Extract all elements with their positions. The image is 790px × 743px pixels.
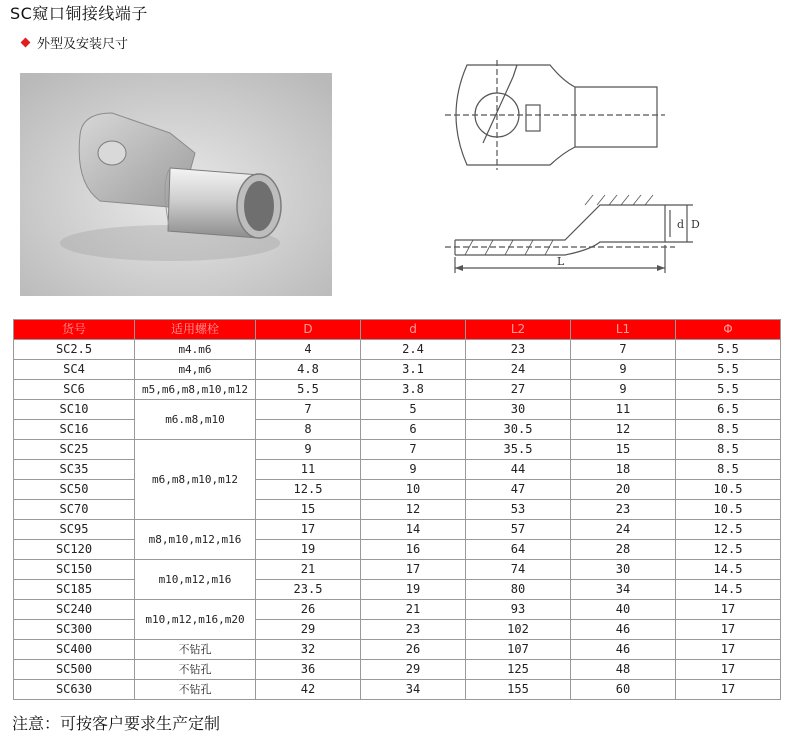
- cell-bolt: m6,m8,m10,m12: [135, 440, 256, 520]
- cell-phi: 6.5: [676, 400, 781, 420]
- cell-phi: 5.5: [676, 340, 781, 360]
- cell-phi: 12.5: [676, 540, 781, 560]
- cell-L2: 102: [466, 620, 571, 640]
- cell-bolt: 不钻孔: [135, 680, 256, 700]
- cell-bolt: m10,m12,m16: [135, 560, 256, 600]
- cell-L2: 64: [466, 540, 571, 560]
- table-row: [14, 380, 781, 400]
- cell-phi: 14.5: [676, 580, 781, 600]
- cell-model: SC70: [14, 500, 135, 520]
- cell-model: SC35: [14, 460, 135, 480]
- cell-L1: 9: [571, 380, 676, 400]
- table-row: [14, 540, 781, 560]
- table-row: [14, 640, 781, 660]
- cell-L2: 80: [466, 580, 571, 600]
- cell-D: 23.5: [256, 580, 361, 600]
- cell-phi: 8.5: [676, 420, 781, 440]
- cell-bolt: m4,m6: [135, 360, 256, 380]
- cell-L1: 34: [571, 580, 676, 600]
- table-row: [14, 420, 781, 440]
- dim-label-D: D: [691, 218, 700, 231]
- cell-bolt: m5,m6,m8,m10,m12: [135, 380, 256, 400]
- header-model: 货号: [14, 320, 135, 340]
- cell-model: SC120: [14, 540, 135, 560]
- cell-phi: 17: [676, 640, 781, 660]
- cell-d: 29: [361, 660, 466, 680]
- cell-L1: 46: [571, 620, 676, 640]
- section-heading-text: 外型及安装尺寸: [37, 37, 129, 52]
- cell-d: 21: [361, 600, 466, 620]
- cell-d: 17: [361, 560, 466, 580]
- cell-D: 36: [256, 660, 361, 680]
- page-title: SC窥口铜接线端子: [10, 4, 148, 23]
- header-d: d: [361, 320, 466, 340]
- cell-D: 29: [256, 620, 361, 640]
- cell-L1: 15: [571, 440, 676, 460]
- cell-d: 14: [361, 520, 466, 540]
- cell-phi: 10.5: [676, 500, 781, 520]
- section-heading: [22, 33, 128, 52]
- cell-d: 9: [361, 460, 466, 480]
- cell-d: 19: [361, 580, 466, 600]
- table-row: [14, 500, 781, 520]
- cell-L1: 7: [571, 340, 676, 360]
- cell-phi: 5.5: [676, 360, 781, 380]
- table-header-row: [14, 320, 781, 340]
- cell-L2: 93: [466, 600, 571, 620]
- cell-model: SC2.5: [14, 340, 135, 360]
- dim-label-d: d: [677, 218, 685, 231]
- cell-L2: 27: [466, 380, 571, 400]
- table-row: [14, 340, 781, 360]
- cell-L1: 30: [571, 560, 676, 580]
- table-row: [14, 400, 781, 420]
- cell-phi: 10.5: [676, 480, 781, 500]
- diamond-bullet-icon: [21, 38, 31, 48]
- cell-phi: 12.5: [676, 520, 781, 540]
- cell-D: 15: [256, 500, 361, 520]
- cell-L1: 23: [571, 500, 676, 520]
- cell-D: 4: [256, 340, 361, 360]
- cell-L2: 74: [466, 560, 571, 580]
- cell-d: 23: [361, 620, 466, 640]
- table-row: [14, 460, 781, 480]
- cell-model: SC4: [14, 360, 135, 380]
- cell-bolt: m8,m10,m12,m16: [135, 520, 256, 560]
- cell-d: 3.1: [361, 360, 466, 380]
- cell-L2: 30: [466, 400, 571, 420]
- cell-d: 6: [361, 420, 466, 440]
- cell-phi: 8.5: [676, 460, 781, 480]
- cell-phi: 17: [676, 620, 781, 640]
- header-bolt: 适用螺栓: [135, 320, 256, 340]
- cell-L2: 125: [466, 660, 571, 680]
- cell-L2: 107: [466, 640, 571, 660]
- cell-L2: 23: [466, 340, 571, 360]
- cell-d: 34: [361, 680, 466, 700]
- cell-L1: 60: [571, 680, 676, 700]
- cell-L2: 24: [466, 360, 571, 380]
- product-photo: [20, 73, 332, 296]
- header-L1: L1: [571, 320, 676, 340]
- cell-model: SC400: [14, 640, 135, 660]
- cell-model: SC10: [14, 400, 135, 420]
- header-L2: L2: [466, 320, 571, 340]
- cell-phi: 17: [676, 600, 781, 620]
- cell-D: 26: [256, 600, 361, 620]
- dim-label-L: L: [557, 255, 565, 268]
- cell-model: SC50: [14, 480, 135, 500]
- cell-d: 10: [361, 480, 466, 500]
- cell-L1: 18: [571, 460, 676, 480]
- cell-d: 5: [361, 400, 466, 420]
- spec-table: [13, 319, 781, 700]
- cell-bolt: m10,m12,m16,m20: [135, 600, 256, 640]
- cell-L1: 12: [571, 420, 676, 440]
- cell-model: SC6: [14, 380, 135, 400]
- cell-d: 3.8: [361, 380, 466, 400]
- cell-model: SC500: [14, 660, 135, 680]
- table-row: [14, 580, 781, 600]
- cell-d: 2.4: [361, 340, 466, 360]
- cell-d: 26: [361, 640, 466, 660]
- cell-D: 7: [256, 400, 361, 420]
- table-row: [14, 560, 781, 580]
- cell-bolt: 不钻孔: [135, 660, 256, 680]
- cell-d: 7: [361, 440, 466, 460]
- cell-L2: 30.5: [466, 420, 571, 440]
- cell-phi: 5.5: [676, 380, 781, 400]
- cell-phi: 17: [676, 680, 781, 700]
- cell-model: SC16: [14, 420, 135, 440]
- cell-phi: 8.5: [676, 440, 781, 460]
- header-D: D: [256, 320, 361, 340]
- cell-phi: 14.5: [676, 560, 781, 580]
- table-row: [14, 520, 781, 540]
- cell-bolt: 不钻孔: [135, 640, 256, 660]
- cell-D: 21: [256, 560, 361, 580]
- cell-model: SC95: [14, 520, 135, 540]
- cell-model: SC240: [14, 600, 135, 620]
- cell-model: SC185: [14, 580, 135, 600]
- cell-model: SC300: [14, 620, 135, 640]
- cell-model: SC25: [14, 440, 135, 460]
- cell-D: 12.5: [256, 480, 361, 500]
- table-row: [14, 360, 781, 380]
- cell-d: 12: [361, 500, 466, 520]
- cell-L1: 24: [571, 520, 676, 540]
- cell-L2: 57: [466, 520, 571, 540]
- cell-L2: 47: [466, 480, 571, 500]
- cell-D: 19: [256, 540, 361, 560]
- copper-lug-illustration: [20, 73, 332, 296]
- cell-L1: 48: [571, 660, 676, 680]
- cell-d: 16: [361, 540, 466, 560]
- table-row: [14, 480, 781, 500]
- cell-L1: 20: [571, 480, 676, 500]
- dimension-drawing: [425, 55, 725, 285]
- cell-D: 4.8: [256, 360, 361, 380]
- table-row: [14, 440, 781, 460]
- cell-D: 5.5: [256, 380, 361, 400]
- cell-D: 32: [256, 640, 361, 660]
- cell-L2: 53: [466, 500, 571, 520]
- cell-bolt: m6.m8,m10: [135, 400, 256, 440]
- cell-model: SC150: [14, 560, 135, 580]
- table-body: [14, 340, 781, 700]
- table-row: [14, 680, 781, 700]
- custom-note: 注意：可按客户要求生产定制: [12, 714, 221, 733]
- cell-phi: 17: [676, 660, 781, 680]
- cell-D: 42: [256, 680, 361, 700]
- cell-L1: 11: [571, 400, 676, 420]
- cell-L1: 46: [571, 640, 676, 660]
- cell-D: 17: [256, 520, 361, 540]
- cell-L2: 35.5: [466, 440, 571, 460]
- table-row: [14, 660, 781, 680]
- table-row: [14, 620, 781, 640]
- cell-bolt: m4.m6: [135, 340, 256, 360]
- cell-L1: 28: [571, 540, 676, 560]
- cell-model: SC630: [14, 680, 135, 700]
- cell-L2: 155: [466, 680, 571, 700]
- cell-L1: 9: [571, 360, 676, 380]
- cell-L1: 40: [571, 600, 676, 620]
- technical-drawing: [425, 55, 725, 285]
- header-phi: Φ: [676, 320, 781, 340]
- table-row: [14, 600, 781, 620]
- cell-D: 9: [256, 440, 361, 460]
- cell-L2: 44: [466, 460, 571, 480]
- cell-D: 8: [256, 420, 361, 440]
- cell-D: 11: [256, 460, 361, 480]
